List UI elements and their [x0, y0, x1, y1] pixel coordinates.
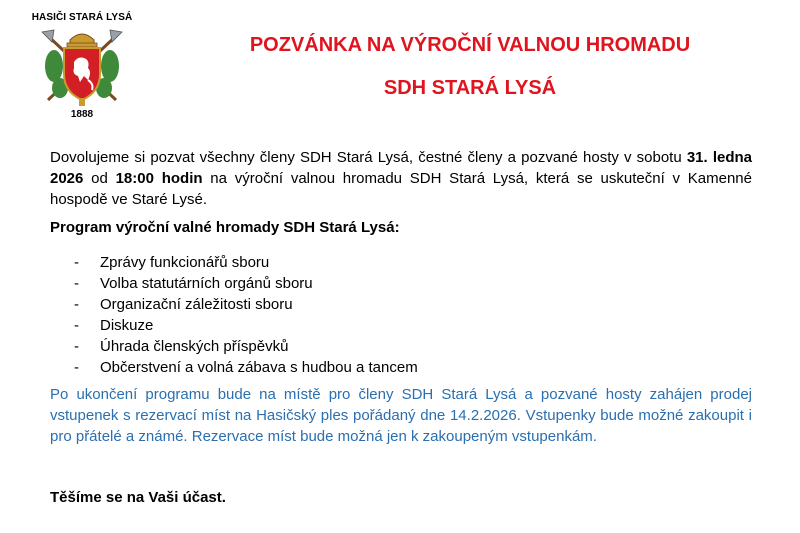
intro-text-2: od [83, 170, 116, 187]
intro-text-3: na výroční valnou hromadu SDH Stará Lysá, která se uskuteční v Kamenné hospodě ve Staré Lysé. [50, 170, 752, 208]
list-item [50, 315, 418, 336]
page-subtitle: SDH STARÁ LYSÁ [383, 77, 557, 99]
list-bullet: - [74, 338, 79, 355]
intro-paragraph [50, 147, 752, 210]
list-bullet: - [74, 317, 79, 334]
list-bullet: - [74, 275, 79, 292]
program-heading: Program výroční valné hromady SDH Stará Lysá: [50, 219, 400, 236]
list-item-text: Zprávy funkcionářů sboru [100, 254, 270, 271]
list-item-text: Úhrada členských příspěvků [100, 338, 289, 355]
list-item-text: Organizační záležitosti sboru [100, 296, 293, 313]
page-title: POZVÁNKA NA VÝROČNÍ VALNOU HROMADU [249, 34, 691, 56]
logo-top-text: HASIČI STARÁ LYSÁ [31, 12, 133, 23]
ticket-sale-paragraph: Po ukončení programu bude na místě pro členy SDH Stará Lysá a pozvané hosty zahájen prodej vstupenek s rezervací míst na Hasičský ples pořádaný dne 14.2.2026. Vstupenky bude možné zakoupit i pro přátelé a známé. Rezervace míst bude možná jen k zakoupeným vstupenkám. [50, 386, 752, 445]
list-item [50, 357, 418, 378]
fire-emblem-icon [34, 26, 130, 108]
logo-year: 1888 [70, 109, 94, 120]
event-date: 31. ledna 2026 [50, 149, 752, 187]
list-bullet: - [74, 296, 79, 313]
list-item [50, 294, 418, 315]
fire-brigade-logo [24, 8, 140, 124]
list-item [50, 252, 418, 273]
list-bullet: - [74, 359, 79, 376]
list-bullet: - [74, 254, 79, 271]
list-item-text: Diskuze [100, 317, 154, 334]
list-item [50, 273, 418, 294]
closing-line: Těšíme se na Vaši účast. [50, 489, 226, 506]
list-item-text: Volba statutárních orgánů sboru [100, 275, 313, 292]
list-item [50, 336, 418, 357]
intro-text-1: Dovolujeme si pozvat všechny členy SDH Stará Lysá, čestné členy a pozvané hosty v sobotu [50, 149, 687, 166]
list-item-text: Občerstvení a volná zábava s hudbou a tancem [100, 359, 418, 376]
program-list [50, 252, 418, 378]
event-time: 18:00 hodin [115, 170, 203, 187]
